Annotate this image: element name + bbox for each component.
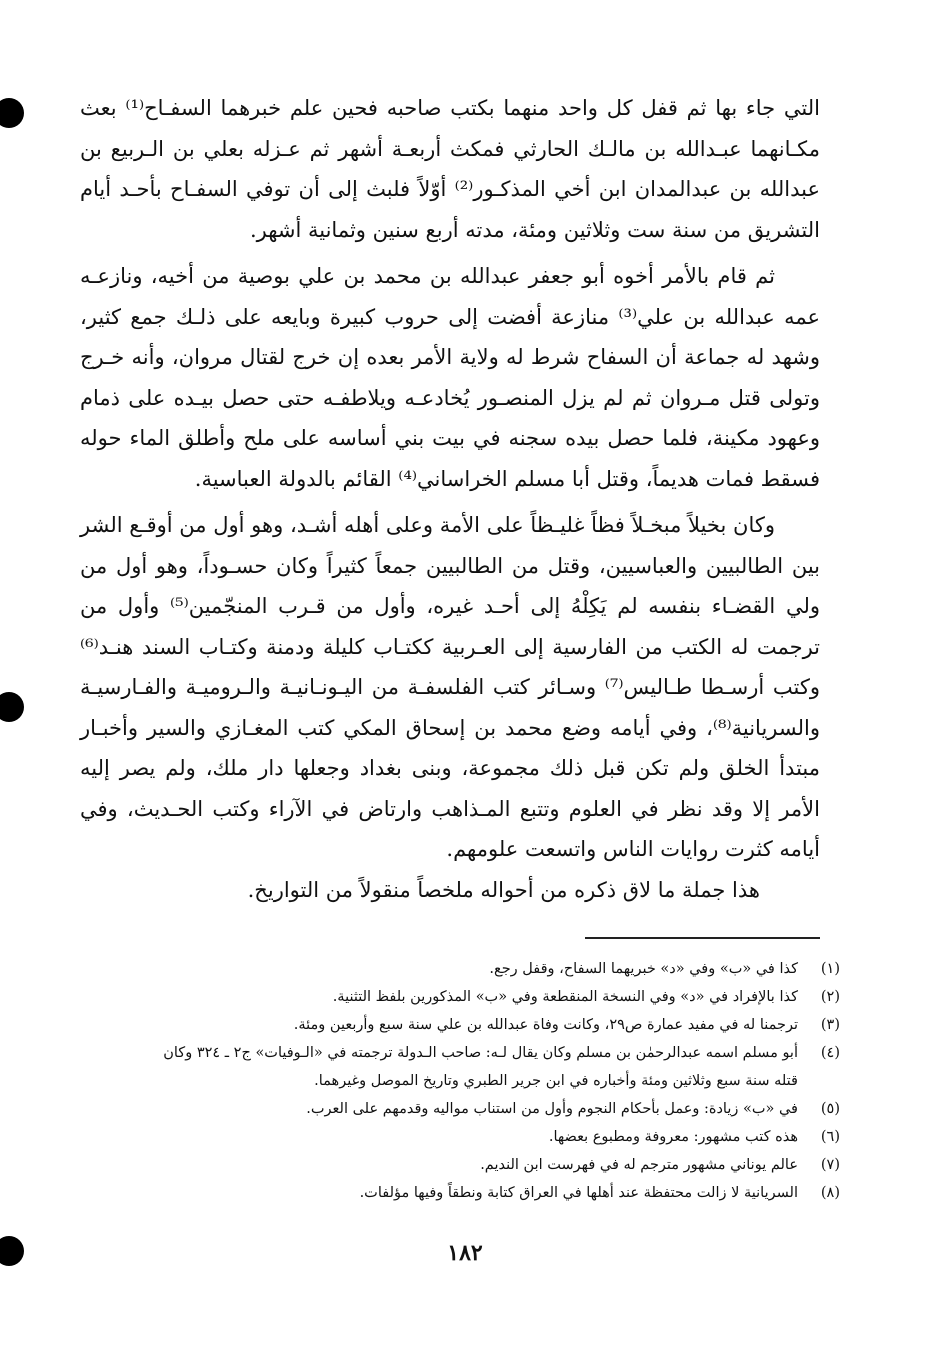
binding-hole-dot xyxy=(0,692,24,722)
footnote-text: كذا بالإفراد في «د» وفي النسخة المنقطعة وفي «ب» المذكورين بلفظ التثنية. xyxy=(332,989,798,1005)
footnote xyxy=(150,1151,840,1179)
footnote xyxy=(150,1039,840,1095)
footnote-text: أبو مسلم اسمه عبدالرحمٰن بن مسلم وكان يقال لـه: صاحب الـدولة ترجمته في «الـوفيات» ج٢ ـ ٣٢٤ وكان قتله سنة سبع وثلاثين ومئة وأخباره في ابن جرير الطبري وتاريخ الموصل وغيرهما. xyxy=(163,1045,798,1089)
paragraph-4: هذا جملة ما لاق ذكره من أحواله ملخصاً منقولاً من التواريخ. xyxy=(247,877,760,902)
footnote-number: (٤) xyxy=(820,1045,840,1061)
footnote-text: عالم يوناني مشهور مترجم له في فهرست ابن النديم. xyxy=(480,1157,798,1173)
paragraph-2: ثم قام بالأمر أخوه أبو جعفر عبدالله بن محمد بن علي بوصية من أخيه، ونازعـه عمه عبدالله بن علي⁽³⁾ منازعة أفضت إلى حروب كبيرة وبايعه على ذلـك جمع كثير، وشهد له جماعة أن السفاح شرط له ولاية الأمر بعده إن خرج لقتال مروان، وأنه خـرج وتولى قتل مـروان ثم لم يزل المنصـور يُخادعـه ويلاطفـه حتى حصل بيـده على ذمام وعهود مكينة، فلما حصل بيده سجنه في بيت بني أساسه على ملح وأطلق الماء حوله فسقط فمات هديماً، وقتل أبا مسلم الخراساني⁽⁴⁾ القائم بالدولة العباسية. xyxy=(80,264,821,491)
footnote xyxy=(150,1011,840,1039)
binding-hole-dot xyxy=(0,98,24,128)
footnote xyxy=(150,1179,840,1207)
paragraph-1: التي جاء بها ثم قفل كل واحد منهما بكتب صاحبه فحين علم خبرهما السفـاح⁽¹⁾ بعث مكـانهما عبـدالله بن مالـك الحارثي فمكث أربعـة أشهر ثم عـزله بعلي بن الـربيع بن عبدالله بن عبدالمدان ابن أخي المذكـور⁽²⁾ أوّلاً فلبث إلى أن توفي السفـاح بأحـد أيام التشريق من سنة ست وثلاثين ومئة، مدته أربع سنين وثمانية أشهر. xyxy=(80,96,820,242)
page-number: ١٨٢ xyxy=(447,1240,483,1266)
footnote xyxy=(150,983,840,1011)
footnote-number: (٧) xyxy=(820,1157,840,1173)
footnote-text: ترجمنا له في مفيد عمارة ص٢٩، وكانت وفاة عبدالله بن علي سنة سبع وأربعين ومئة. xyxy=(293,1017,798,1033)
footnote-separator xyxy=(585,937,820,939)
binding-hole-dot xyxy=(0,1236,24,1266)
footnote-number: (٨) xyxy=(820,1185,840,1201)
footnote-text: كذا في «ب» وفي «د» خبريهما السفاح، وقفل رجع. xyxy=(489,961,798,977)
footnote-number: (٢) xyxy=(820,989,840,1005)
main-text xyxy=(80,88,820,910)
footnote xyxy=(150,1095,840,1123)
footnote-text: السريانية لا زالت محتفظة عند أهلها في العراق كتابة ونطقاً وفيها مؤلفات. xyxy=(359,1185,798,1201)
footnote-number: (٦) xyxy=(820,1129,840,1145)
footnote xyxy=(150,1123,840,1151)
paragraph-3: وكان بخيلاً مبخـلاً فظاً غليـظاً على الأمة وعلى أهله أشـد، وهو أول من أوقـع الشر بين الطالبيين والعباسيين، وقتل من الطالبيين جمعاً كثيراً وكان حسـوداً، وهو أول من ولي القضـاء بنفسه لم يَكِلْهُ إلى أحـد غيره، وأول من قـرب المنجّمين⁽⁵⁾ وأول من ترجمت له الكتب من الفارسية إلى العـربية ككتـاب كليلة ودمنة وكتـاب السند هنـد⁽⁶⁾ وكتب أرسـطا طـاليس⁽⁷⁾ وسـائر كتب الفلسفـة من اليـونـانيـة والـروميـة والفـارسيـة والسريانية⁽⁸⁾، وفي أيامه وضع محمد بن إسحاق المكي كتب المغـازي والسير وأخبـار مبتدأ الخلق ولم تكن قبل ذلك مجموعة، وبنى بغداد وجعلها دار ملك، ولم يصر إليه الأمر إلا وقد نظر في العلوم وتتبع المـذاهب وارتاض في الآراء وكتب الحـديث، وفي أيامه كثرت روايات الناس واتسعت علومهم. xyxy=(80,513,820,861)
footnote-text: في «ب» زيادة: وعمل بأحكام النجوم وأول من استناب مواليه وقدمهم على العرب. xyxy=(306,1101,798,1117)
footnote-number: (١) xyxy=(820,961,840,977)
footnotes xyxy=(150,955,840,1207)
footnote-number: (٣) xyxy=(820,1017,840,1033)
footnote xyxy=(150,955,840,983)
footnote-text: هذه كتب مشهور: معروفة ومطبوع بعضها. xyxy=(548,1129,798,1145)
footnote-number: (٥) xyxy=(820,1101,840,1117)
